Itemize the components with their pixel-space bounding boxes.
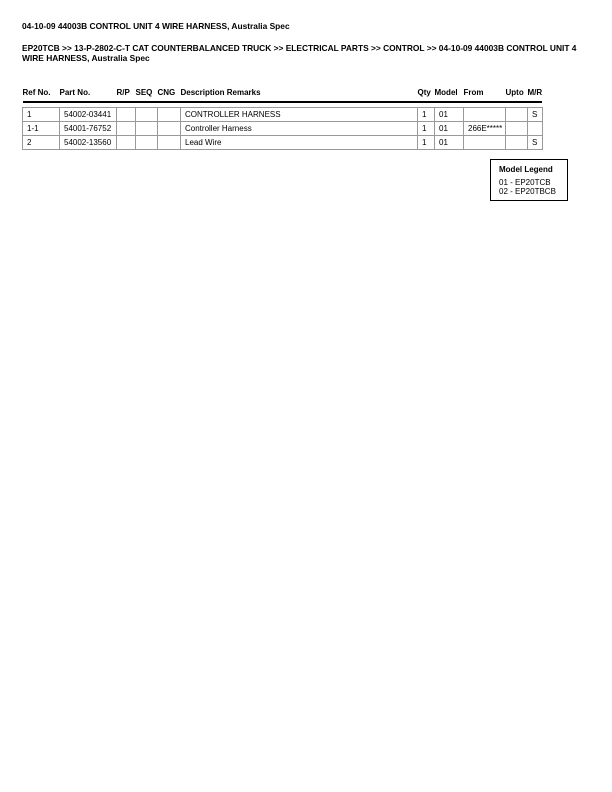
cell-ref-no: 2 <box>23 136 60 150</box>
table-row <box>23 122 543 136</box>
cell-cng <box>158 122 181 136</box>
cell-from: 266E***** <box>464 122 506 136</box>
table-header-row <box>23 87 543 102</box>
cell-seq <box>136 136 158 150</box>
cell-ref-no: 1 <box>23 108 60 122</box>
col-header-model: Model <box>435 87 464 102</box>
col-header-seq: SEQ <box>136 87 158 102</box>
cell-from <box>464 136 506 150</box>
cell-rp <box>117 108 136 122</box>
col-header-upto: Upto <box>506 87 528 102</box>
cell-part-no: 54002-13560 <box>60 136 117 150</box>
col-header-rp: R/P <box>117 87 136 102</box>
cell-model: 01 <box>435 136 464 150</box>
cell-part-no: 54001-76752 <box>60 122 117 136</box>
cell-description: Controller Harness <box>181 122 418 136</box>
cell-seq <box>136 122 158 136</box>
model-legend-title: Model Legend <box>499 165 553 174</box>
cell-description: Lead Wire <box>181 136 418 150</box>
cell-qty: 1 <box>418 108 435 122</box>
page-title: 04-10-09 44003B CONTROL UNIT 4 WIRE HARNESS, Australia Spec <box>22 21 290 31</box>
cell-upto <box>506 108 528 122</box>
model-legend <box>490 159 568 201</box>
cell-rp <box>117 122 136 136</box>
cell-from <box>464 108 506 122</box>
table-row <box>23 108 543 122</box>
cell-model: 01 <box>435 108 464 122</box>
cell-part-no: 54002-03441 <box>60 108 117 122</box>
col-header-qty: Qty <box>418 87 435 102</box>
cell-mr: S <box>528 108 543 122</box>
col-header-part-no: Part No. <box>60 87 117 102</box>
cell-rp <box>117 136 136 150</box>
cell-upto <box>506 136 528 150</box>
cell-mr: S <box>528 136 543 150</box>
cell-cng <box>158 136 181 150</box>
breadcrumb: EP20TCB >> 13-P-2802-C-T CAT COUNTERBALANCED TRUCK >> ELECTRICAL PARTS >> CONTROL >> 04-10-09 44003B CONTROL UNIT 4 WIRE HARNESS, Australia Spec <box>22 43 577 63</box>
cell-description: CONTROLLER HARNESS <box>181 108 418 122</box>
model-legend-item: 01 - EP20TCB <box>499 178 551 187</box>
parts-table <box>22 87 543 150</box>
col-header-mr: M/R <box>528 87 543 102</box>
model-legend-item: 02 - EP20TBCB <box>499 187 556 196</box>
cell-seq <box>136 108 158 122</box>
cell-cng <box>158 108 181 122</box>
cell-model: 01 <box>435 122 464 136</box>
cell-mr <box>528 122 543 136</box>
col-header-ref-no: Ref No. <box>23 87 60 102</box>
col-header-cng: CNG <box>158 87 181 102</box>
col-header-description: Description Remarks <box>181 87 418 102</box>
cell-upto <box>506 122 528 136</box>
col-header-from: From <box>464 87 506 102</box>
cell-qty: 1 <box>418 122 435 136</box>
cell-qty: 1 <box>418 136 435 150</box>
cell-ref-no: 1-1 <box>23 122 60 136</box>
table-row <box>23 136 543 150</box>
